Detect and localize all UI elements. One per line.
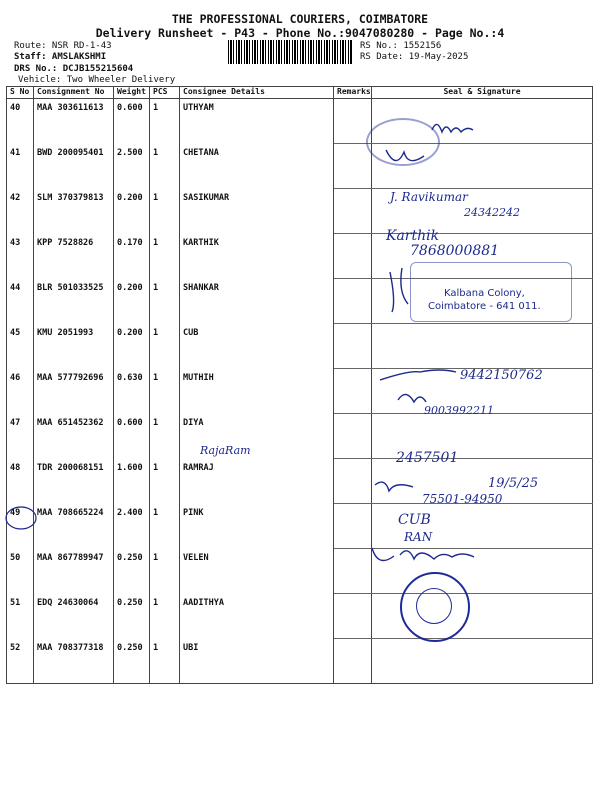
consignment-cell: BLR 501033525 xyxy=(34,279,114,324)
col-seal: Seal & Signature xyxy=(372,87,593,99)
consignee-cell: SASIKUMAR xyxy=(180,189,334,234)
consignment-cell: EDQ 24630064 xyxy=(34,594,114,639)
weight-cell: 0.600 xyxy=(114,414,150,459)
sig-row43: Karthik xyxy=(386,228,440,244)
pcs-cell: 1 xyxy=(150,594,180,639)
consignee-cell: SHANKAR xyxy=(180,279,334,324)
consignee-cell: AADITHYA xyxy=(180,594,334,639)
consignment-cell: MAA 577792696 xyxy=(34,369,114,414)
pcs-cell: 1 xyxy=(150,234,180,279)
weight-cell: 0.630 xyxy=(114,369,150,414)
consignment-cell: BWD 200095401 xyxy=(34,144,114,189)
pcs-cell: 1 xyxy=(150,279,180,324)
sig-row48-number: 2457501 xyxy=(396,450,459,466)
sig-row49-date: 19/5/25 xyxy=(488,476,539,491)
sno-cell: 51 xyxy=(7,594,34,639)
col-consignment: Consignment No xyxy=(34,87,114,99)
consignment-cell: SLM 370379813 xyxy=(34,189,114,234)
consignee-cell: PINK xyxy=(180,504,334,549)
weight-cell: 0.600 xyxy=(114,99,150,144)
weight-cell: 1.600 xyxy=(114,459,150,504)
pcs-cell: 1 xyxy=(150,189,180,234)
staff-label: Staff: AMSLAKSHMI xyxy=(14,52,107,62)
company-title: THE PROFESSIONAL COURIERS, COIMBATORE xyxy=(171,12,429,26)
sig-row42: J. Ravikumar xyxy=(390,190,468,204)
rs-no-label: RS No.: 1552156 xyxy=(360,41,442,51)
consignment-cell: KMU 2051993 xyxy=(34,324,114,369)
consignee-cell: UBI xyxy=(180,639,334,684)
bank-seal-icon xyxy=(400,572,470,642)
consignee-cell: RAMRAJ xyxy=(180,459,334,504)
weight-cell: 2.400 xyxy=(114,504,150,549)
weight-cell: 0.170 xyxy=(114,234,150,279)
consignment-cell: MAA 708377318 xyxy=(34,639,114,684)
consignment-cell: MAA 708665224 xyxy=(34,504,114,549)
consignee-cell: MUTHIH xyxy=(180,369,334,414)
col-sno: S No xyxy=(7,87,34,99)
pcs-cell: 1 xyxy=(150,99,180,144)
route-label: Route: NSR RD-1-43 xyxy=(14,41,112,51)
sig-row43-phone: 7868000881 xyxy=(410,243,500,259)
vehicle-label: Vehicle: Two Wheeler Delivery xyxy=(18,75,176,85)
stamp-row44: Coimbatore - 641 011. xyxy=(428,301,541,312)
sno-cell: 40 xyxy=(7,99,34,144)
consignment-cell: MAA 303611613 xyxy=(34,99,114,144)
consignee-cell: DIYA xyxy=(180,414,334,459)
sig-row49-phone: 75501-94950 xyxy=(422,492,503,506)
runsheet-title: Delivery Runsheet - P43 - Phone No.:9047080280 - Page No.:4 xyxy=(95,26,505,40)
consignment-cell: KPP 7528826 xyxy=(34,234,114,279)
col-consignee: Consignee Details xyxy=(180,87,334,99)
consignee-cell: CUB xyxy=(180,324,334,369)
pcs-cell: 1 xyxy=(150,414,180,459)
sig-row50: CUB xyxy=(398,512,431,528)
weight-cell: 2.500 xyxy=(114,144,150,189)
sno-cell: 48 xyxy=(7,459,34,504)
consignment-cell: MAA 867789947 xyxy=(34,549,114,594)
col-remarks: Remarks xyxy=(334,87,372,99)
rs-date-label: RS Date: 19-May-2025 xyxy=(360,52,469,62)
pcs-cell: 1 xyxy=(150,369,180,414)
weight-cell: 0.250 xyxy=(114,594,150,639)
weight-cell: 0.200 xyxy=(114,279,150,324)
pcs-cell: 1 xyxy=(150,549,180,594)
sno-cell: 46 xyxy=(7,369,34,414)
weight-cell: 0.250 xyxy=(114,549,150,594)
pcs-cell: 1 xyxy=(150,504,180,549)
sno-cell: 50 xyxy=(7,549,34,594)
col-pcs: PCS xyxy=(150,87,180,99)
sig-row46-phone: 9442150762 xyxy=(460,368,543,383)
sno-cell: 42 xyxy=(7,189,34,234)
pcs-cell: 1 xyxy=(150,144,180,189)
consignee-cell: UTHYAM xyxy=(180,99,334,144)
consignee-cell: CHETANA xyxy=(180,144,334,189)
weight-cell: 0.200 xyxy=(114,324,150,369)
sig-row50b: RAN xyxy=(404,530,433,544)
sno-cell: 43 xyxy=(7,234,34,279)
pcs-cell: 1 xyxy=(150,639,180,684)
sno-cell: 41 xyxy=(7,144,34,189)
sno-cell: 52 xyxy=(7,639,34,684)
weight-cell: 0.250 xyxy=(114,639,150,684)
sno-cell: 47 xyxy=(7,414,34,459)
sig-row48-name: RajaRam xyxy=(200,444,251,457)
drs-label: DRS No.: DCJB155215604 xyxy=(14,64,134,74)
stamp-row44-top: Kalbana Colony, xyxy=(444,288,525,299)
col-weight: Weight xyxy=(114,87,150,99)
consignment-cell: MAA 651452362 xyxy=(34,414,114,459)
sno-cell: 45 xyxy=(7,324,34,369)
consignee-cell: VELEN xyxy=(180,549,334,594)
consignee-cell: KARTHIK xyxy=(180,234,334,279)
sno-cell: 49 xyxy=(7,504,34,549)
consignment-cell: TDR 200068151 xyxy=(34,459,114,504)
pcs-cell: 1 xyxy=(150,324,180,369)
pcs-cell: 1 xyxy=(150,459,180,504)
weight-cell: 0.200 xyxy=(114,189,150,234)
sno-cell: 44 xyxy=(7,279,34,324)
sig-row47-phone: 9003992211 xyxy=(424,404,494,417)
sig-row42-phone: 24342242 xyxy=(464,206,520,219)
